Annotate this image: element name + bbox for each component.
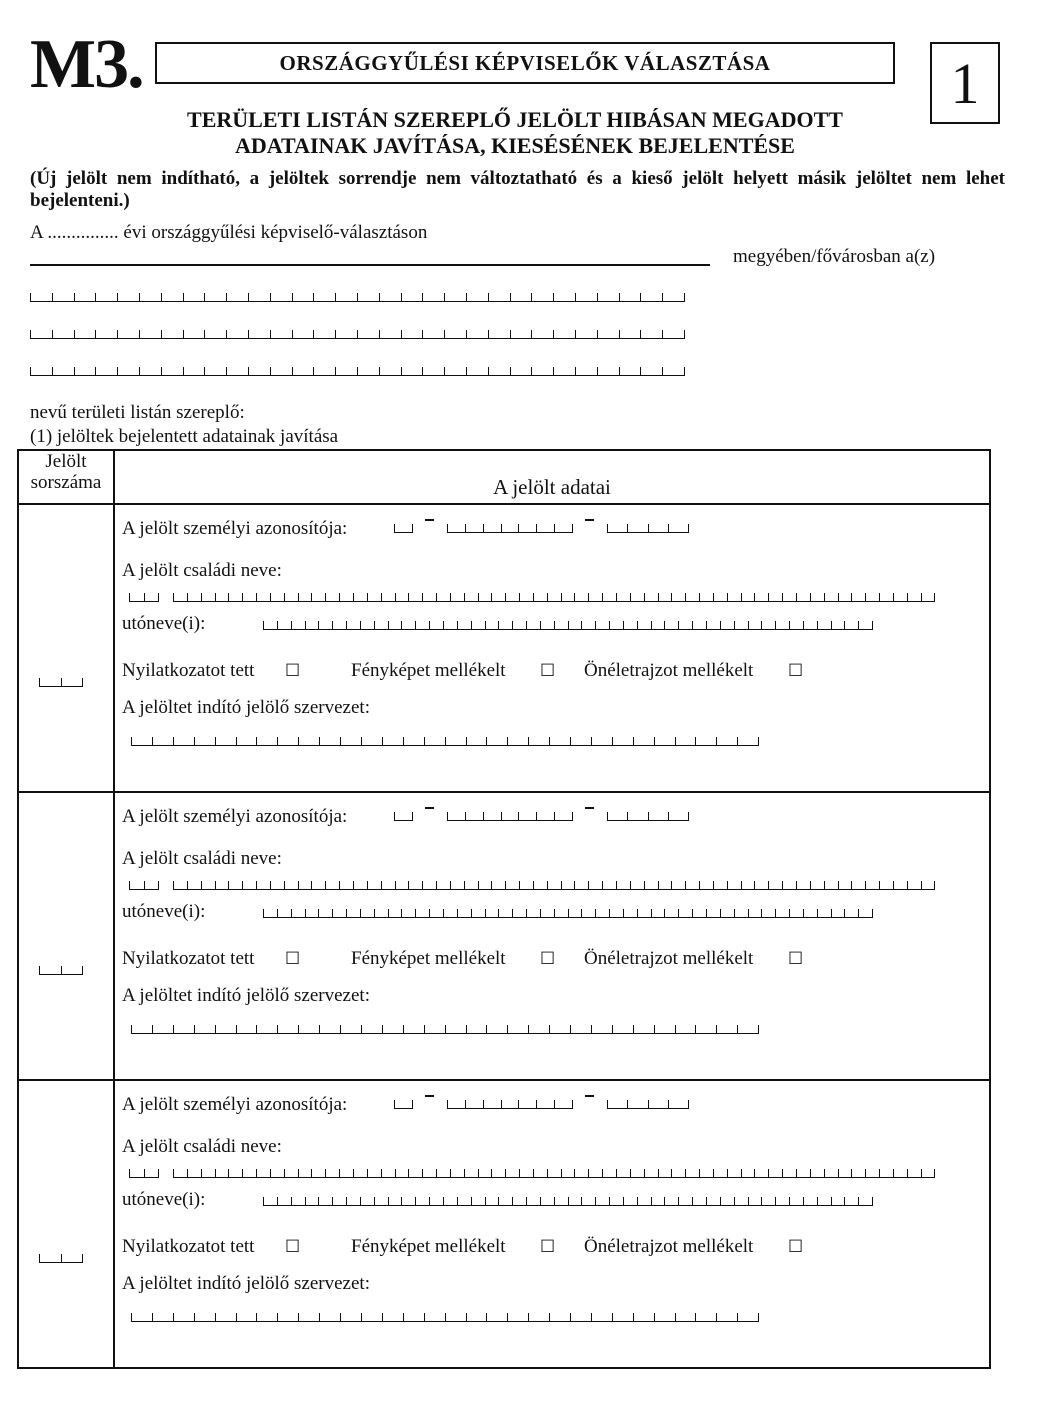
org-label: A jelöltet indító jelölő szervezet:: [122, 1273, 370, 1294]
family-name-label: A jelölt családi neve:: [122, 1136, 282, 1157]
given-names-label: utóneve(i):: [122, 901, 206, 922]
declaration-checkbox[interactable]: ☐: [285, 949, 301, 969]
declaration-label: Nyilatkozatot tett: [122, 660, 255, 681]
family-name-prefix-input[interactable]: [129, 593, 159, 602]
declaration-checkbox[interactable]: ☐: [285, 1237, 301, 1257]
photo-checkbox[interactable]: ☐: [540, 661, 556, 681]
id-separator: [585, 1095, 594, 1097]
id-separator: [425, 807, 434, 809]
list-name-comb-2[interactable]: [30, 330, 685, 339]
section-label: (1) jelöltek bejelentett adatainak javítása: [30, 426, 339, 447]
photo-label: Fényképet mellékelt: [351, 948, 506, 969]
personal-id-label: A jelölt személyi azonosítója:: [122, 1094, 348, 1115]
personal-id-serial-input[interactable]: [607, 524, 689, 533]
candidate-number-cell: [18, 1080, 114, 1368]
intro-line: A ............... évi országgyűlési képviselő-választáson: [30, 222, 428, 243]
header-number-line-1: Jelölt: [45, 451, 87, 472]
declaration-checkbox[interactable]: ☐: [285, 661, 301, 681]
candidate-number-input[interactable]: [39, 966, 83, 975]
table-row: [18, 792, 990, 1080]
personal-id-sex-input[interactable]: [394, 524, 413, 533]
org-input[interactable]: [131, 737, 759, 746]
personal-id-label: A jelölt személyi azonosítója:: [122, 806, 348, 827]
id-separator: [585, 807, 594, 809]
family-name-prefix-input[interactable]: [129, 881, 159, 890]
personal-id-sex-input[interactable]: [394, 1100, 413, 1109]
county-label: megyében/fővárosban a(z): [733, 246, 936, 267]
org-input[interactable]: [131, 1025, 759, 1034]
header-data-label: A jelölt adatai: [493, 475, 611, 499]
candidate-number-input[interactable]: [39, 1254, 83, 1263]
cv-label: Önéletrajzot mellékelt: [584, 660, 754, 681]
photo-checkbox[interactable]: ☐: [540, 1237, 556, 1257]
candidate-number-input[interactable]: [39, 678, 83, 687]
id-separator: [425, 519, 434, 521]
list-name-comb-1[interactable]: [30, 293, 685, 302]
cv-label: Önéletrajzot mellékelt: [584, 948, 754, 969]
cv-checkbox[interactable]: ☐: [788, 1237, 804, 1257]
personal-id-sex-input[interactable]: [394, 812, 413, 821]
given-names-label: utóneve(i):: [122, 1189, 206, 1210]
declaration-label: Nyilatkozatot tett: [122, 1236, 255, 1257]
candidate-data-cell: [114, 1080, 990, 1368]
given-names-label: utóneve(i):: [122, 613, 206, 634]
personal-id-birthdate-input[interactable]: [447, 812, 573, 821]
photo-label: Fényképet mellékelt: [351, 1236, 506, 1257]
given-names-input[interactable]: [263, 621, 873, 630]
candidate-data-cell: [114, 792, 990, 1080]
page-number: 1: [930, 42, 1000, 124]
family-name-input[interactable]: [173, 881, 935, 890]
candidate-number-cell: [18, 504, 114, 792]
personal-id-label: A jelölt személyi azonosítója:: [122, 518, 348, 539]
personal-id-birthdate-input[interactable]: [447, 524, 573, 533]
header-candidate-data: [114, 450, 990, 504]
table-row: [18, 504, 990, 792]
given-names-input[interactable]: [263, 1197, 873, 1206]
personal-id-serial-input[interactable]: [607, 812, 689, 821]
county-input-line[interactable]: [30, 264, 710, 266]
cv-checkbox[interactable]: ☐: [788, 661, 804, 681]
candidate-number-cell: [18, 792, 114, 1080]
candidate-table: [17, 449, 991, 1369]
given-names-input[interactable]: [263, 909, 873, 918]
family-name-label: A jelölt családi neve:: [122, 560, 282, 581]
list-label: nevű területi listán szereplő:: [30, 402, 245, 423]
org-input[interactable]: [131, 1313, 759, 1322]
header-number-line-2: sorszáma: [30, 472, 102, 493]
id-separator: [585, 519, 594, 521]
family-name-input[interactable]: [173, 593, 935, 602]
personal-id-birthdate-input[interactable]: [447, 1100, 573, 1109]
form-note: (Új jelölt nem indítható, a jelöltek sorrendje nem változtatható és a kieső jelölt helyett másik jelöltet nem lehet bejelenteni.): [30, 168, 1005, 211]
org-label: A jelöltet indító jelölő szervezet:: [122, 697, 370, 718]
declaration-label: Nyilatkozatot tett: [122, 948, 255, 969]
form-code: M3.: [30, 26, 143, 103]
family-name-input[interactable]: [173, 1169, 935, 1178]
form-title: ORSZÁGGYŰLÉSI KÉPVISELŐK VÁLASZTÁSA: [155, 42, 895, 84]
id-separator: [425, 1095, 434, 1097]
personal-id-serial-input[interactable]: [607, 1100, 689, 1109]
table-row: [18, 1080, 990, 1368]
header-candidate-number: [18, 450, 114, 504]
org-label: A jelöltet indító jelölő szervezet:: [122, 985, 370, 1006]
list-name-comb-3[interactable]: [30, 367, 685, 376]
cv-checkbox[interactable]: ☐: [788, 949, 804, 969]
subtitle-line-2: ADATAINAK JAVÍTÁSA, KIESÉSÉNEK BEJELENTÉSE: [235, 133, 795, 158]
cv-label: Önéletrajzot mellékelt: [584, 1236, 754, 1257]
family-name-label: A jelölt családi neve:: [122, 848, 282, 869]
photo-checkbox[interactable]: ☐: [540, 949, 556, 969]
family-name-prefix-input[interactable]: [129, 1169, 159, 1178]
candidate-data-cell: [114, 504, 990, 792]
photo-label: Fényképet mellékelt: [351, 660, 506, 681]
subtitle-line-1: TERÜLETI LISTÁN SZEREPLŐ JELÖLT HIBÁSAN MEGADOTT: [187, 107, 843, 132]
table-header-row: [18, 450, 990, 504]
